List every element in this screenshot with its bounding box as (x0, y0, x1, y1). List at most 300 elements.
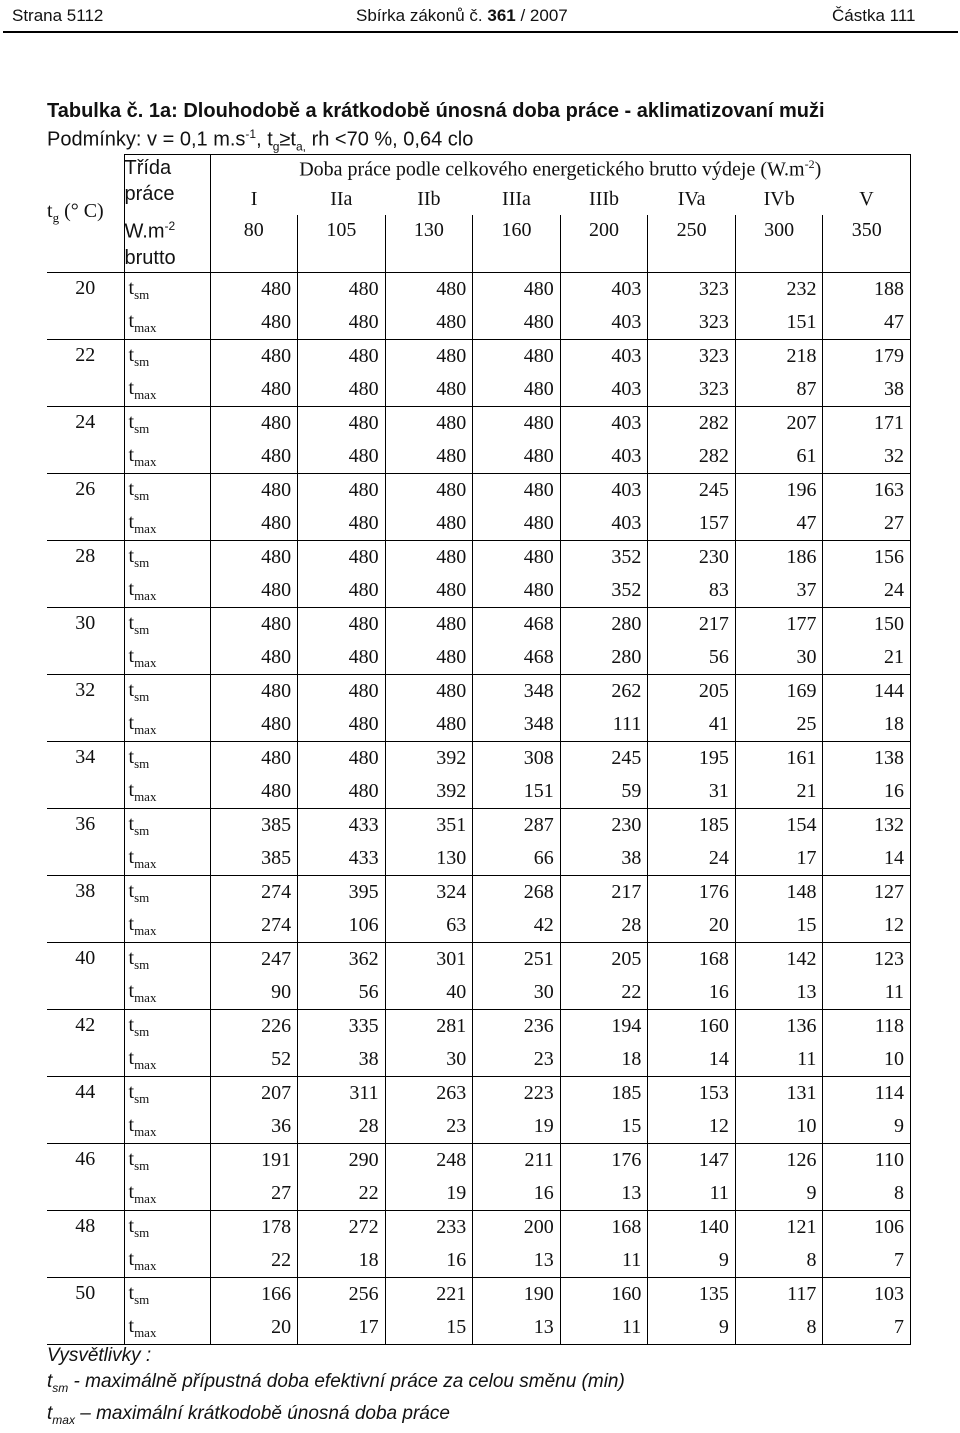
table-cell: 127 (823, 876, 911, 910)
table-cell: 403 (560, 507, 648, 541)
t-max-label: $t_{max}$ (124, 574, 210, 608)
table-cell: 230 (560, 809, 648, 843)
table-cell: 25 (735, 708, 823, 742)
table-cell: 480 (210, 641, 298, 675)
table-cell: 480 (385, 407, 473, 441)
table-cell: 480 (385, 340, 473, 374)
table-cell: 200 (473, 1211, 561, 1245)
tg-value: 24 (47, 407, 124, 474)
table-cell: 480 (385, 641, 473, 675)
tg-value: 30 (47, 608, 124, 675)
table-cell: 40 (385, 976, 473, 1010)
table-cell: 251 (473, 943, 561, 977)
table-cell: 8 (823, 1177, 911, 1211)
table-cell: 179 (823, 340, 911, 374)
table-cell: 20 (648, 909, 736, 943)
table-cell: 281 (385, 1010, 473, 1044)
class-header-cell: IIb (417, 188, 441, 210)
table-cell: 480 (210, 407, 298, 441)
table-cell: 480 (298, 775, 386, 809)
table-cell: 168 (648, 943, 736, 977)
table-row (47, 1110, 911, 1144)
table-cell: 10 (823, 1043, 911, 1077)
table-cell: 131 (735, 1077, 823, 1111)
table-cell: 403 (560, 440, 648, 474)
table-cell: 352 (560, 574, 648, 608)
table-cell: 14 (823, 842, 911, 876)
conditions-line: Podmínky: v = 0,1 $m.s^{-1}$, $t_g\ge t_{a,}$ rh <70 %, 0,64 clo (47, 127, 474, 154)
table-cell: 20 (210, 1311, 298, 1345)
table-cell: 468 (473, 608, 561, 642)
table-cell: 205 (560, 943, 648, 977)
table-cell: 148 (735, 876, 823, 910)
table-cell: 30 (735, 641, 823, 675)
table-cell: 480 (473, 541, 561, 575)
table-cell: 480 (210, 775, 298, 809)
table-cell: 16 (473, 1177, 561, 1211)
table-cell: 395 (298, 876, 386, 910)
table-cell: 151 (473, 775, 561, 809)
table-cell: 61 (735, 440, 823, 474)
table-cell: 480 (210, 273, 298, 307)
t-sm-label: $t_{sm}$ (124, 1077, 210, 1111)
table-cell: 27 (210, 1177, 298, 1211)
table-cell: 480 (473, 507, 561, 541)
table-cell: 351 (385, 809, 473, 843)
table-cell: 480 (473, 474, 561, 508)
table-cell: 480 (210, 574, 298, 608)
table-cell: 52 (210, 1043, 298, 1077)
table-cell: 287 (473, 809, 561, 843)
table-cell: 118 (823, 1010, 911, 1044)
tg-value: 36 (47, 809, 124, 876)
table-cell: 15 (385, 1311, 473, 1345)
table-cell: 480 (298, 708, 386, 742)
tg-header: $t_g$ (° C) (47, 155, 124, 273)
table-row (47, 1211, 911, 1245)
table-cell: 130 (385, 842, 473, 876)
watt-header-cell: 160 (473, 215, 561, 273)
table-cell: 480 (298, 306, 386, 340)
table-cell: 211 (473, 1144, 561, 1178)
table-cell: 11 (560, 1311, 648, 1345)
table-cell: 190 (473, 1278, 561, 1312)
table-cell: 403 (560, 306, 648, 340)
class-header-cell: IVa (677, 188, 706, 210)
tg-value: 20 (47, 273, 124, 340)
table-cell: 123 (823, 943, 911, 977)
table-cell: 151 (735, 306, 823, 340)
tg-value: 44 (47, 1077, 124, 1144)
table-cell: 480 (385, 440, 473, 474)
class-header-cell: IIIa (502, 188, 531, 210)
watt-header-cell: 300 (735, 215, 823, 273)
tg-value: 38 (47, 876, 124, 943)
table-cell: 31 (648, 775, 736, 809)
watt-header-cell: 105 (298, 215, 386, 273)
table-cell: 21 (735, 775, 823, 809)
t-sm-label: $t_{sm}$ (124, 809, 210, 843)
table-row (47, 541, 911, 575)
table-cell: 106 (823, 1211, 911, 1245)
table-cell: 188 (823, 273, 911, 307)
table-cell: 480 (210, 708, 298, 742)
table-cell: 19 (473, 1110, 561, 1144)
page-header (0, 0, 960, 32)
t-max-label: $t_{max}$ (124, 708, 210, 742)
table-cell: 22 (298, 1177, 386, 1211)
table-cell: 191 (210, 1144, 298, 1178)
table-row (47, 574, 911, 608)
table-cell: 468 (473, 641, 561, 675)
table-cell: 13 (735, 976, 823, 1010)
table-cell: 385 (210, 809, 298, 843)
table-row (47, 708, 911, 742)
table-row (47, 943, 911, 977)
table-cell: 274 (210, 876, 298, 910)
table-cell: 194 (560, 1010, 648, 1044)
table-cell: 160 (648, 1010, 736, 1044)
table-cell: 9 (735, 1177, 823, 1211)
table-cell: 18 (823, 708, 911, 742)
table-cell: 13 (560, 1177, 648, 1211)
table-cell: 23 (385, 1110, 473, 1144)
t-max-label: $t_{max}$ (124, 1177, 210, 1211)
t-sm-label: $t_{sm}$ (124, 1278, 210, 1312)
table-cell: 335 (298, 1010, 386, 1044)
table-cell: 480 (385, 474, 473, 508)
table-cell: 245 (560, 742, 648, 776)
table-row (47, 440, 911, 474)
table-cell: 480 (298, 273, 386, 307)
table-cell: 301 (385, 943, 473, 977)
table-cell: 480 (473, 440, 561, 474)
table-cell: 169 (735, 675, 823, 709)
table-cell: 163 (823, 474, 911, 508)
table-cell: 15 (560, 1110, 648, 1144)
table-cell: 32 (823, 440, 911, 474)
table-cell: 480 (210, 675, 298, 709)
table-cell: 177 (735, 608, 823, 642)
table-row (47, 1311, 911, 1345)
t-sm-label: $t_{sm}$ (124, 1211, 210, 1245)
table-cell: 233 (385, 1211, 473, 1245)
table-row (47, 641, 911, 675)
legend-heading: Vysvětlivky : (47, 1345, 152, 1366)
table-cell: 22 (210, 1244, 298, 1278)
table-cell: 308 (473, 742, 561, 776)
table-cell: 226 (210, 1010, 298, 1044)
table-cell: 480 (473, 407, 561, 441)
table-row (47, 1177, 911, 1211)
table-cell: 121 (735, 1211, 823, 1245)
class-header-cell: IVb (763, 188, 795, 210)
table-cell: 480 (210, 373, 298, 407)
table-cell: 480 (298, 373, 386, 407)
table-cell: 207 (735, 407, 823, 441)
table-cell: 8 (735, 1244, 823, 1278)
table-cell: 59 (560, 775, 648, 809)
table-row (47, 876, 911, 910)
t-max-label: $t_{max}$ (124, 1043, 210, 1077)
table-cell: 207 (210, 1077, 298, 1111)
table-cell: 480 (473, 340, 561, 374)
table-cell: 83 (648, 574, 736, 608)
table-cell: 185 (648, 809, 736, 843)
table-cell: 480 (385, 675, 473, 709)
t-max-label: $t_{max}$ (124, 440, 210, 474)
table-cell: 10 (735, 1110, 823, 1144)
table-cell: 28 (298, 1110, 386, 1144)
watt-header-cell: 80 (210, 215, 298, 273)
t-max-label: $t_{max}$ (124, 1311, 210, 1345)
table-cell: 117 (735, 1278, 823, 1312)
table-cell: 323 (648, 373, 736, 407)
table-cell: 14 (648, 1043, 736, 1077)
table-cell: 480 (385, 373, 473, 407)
table-cell: 27 (823, 507, 911, 541)
table-cell: 90 (210, 976, 298, 1010)
table-row (47, 608, 911, 642)
table-cell: 480 (210, 340, 298, 374)
table-cell: 23 (473, 1043, 561, 1077)
table-row (47, 1244, 911, 1278)
table-cell: 480 (210, 608, 298, 642)
table-row (47, 1077, 911, 1111)
collection-label: Sbírka zákonů č. 361 / 2007 (356, 6, 568, 25)
table-cell: 480 (473, 306, 561, 340)
table-cell: 132 (823, 809, 911, 843)
table-cell: 126 (735, 1144, 823, 1178)
table-cell: 171 (823, 407, 911, 441)
table-cell: 433 (298, 842, 386, 876)
table-cell: 186 (735, 541, 823, 575)
table-cell: 480 (210, 474, 298, 508)
table-cell: 392 (385, 775, 473, 809)
table-row (47, 675, 911, 709)
tg-value: 34 (47, 742, 124, 809)
table-row (47, 306, 911, 340)
table-cell: 195 (648, 742, 736, 776)
table-cell: 12 (648, 1110, 736, 1144)
table-cell: 30 (473, 976, 561, 1010)
table-cell: 166 (210, 1278, 298, 1312)
table-cell: 135 (648, 1278, 736, 1312)
table-cell: 154 (735, 809, 823, 843)
t-max-label: $t_{max}$ (124, 1110, 210, 1144)
t-sm-label: $t_{sm}$ (124, 273, 210, 307)
t-sm-label: $t_{sm}$ (124, 1144, 210, 1178)
t-max-label: $t_{max}$ (124, 976, 210, 1010)
table-cell: 38 (823, 373, 911, 407)
table-cell: 87 (735, 373, 823, 407)
table-cell: 47 (735, 507, 823, 541)
table-row (47, 1278, 911, 1312)
class-header-cell: IIa (330, 188, 353, 210)
table-cell: 17 (298, 1311, 386, 1345)
table-cell: 480 (298, 407, 386, 441)
table-cell: 111 (560, 708, 648, 742)
table-row (47, 809, 911, 843)
table-row (47, 1144, 911, 1178)
table-cell: 178 (210, 1211, 298, 1245)
tg-value: 46 (47, 1144, 124, 1211)
part-label: Částka 111 (832, 6, 916, 25)
work-time-table (47, 154, 911, 1345)
table-cell: 385 (210, 842, 298, 876)
table-cell: 160 (560, 1278, 648, 1312)
table-cell: 16 (385, 1244, 473, 1278)
t-sm-label: $t_{sm}$ (124, 541, 210, 575)
table-cell: 480 (298, 641, 386, 675)
table-cell: 8 (735, 1311, 823, 1345)
table-cell: 18 (560, 1043, 648, 1077)
tg-value: 48 (47, 1211, 124, 1278)
table-cell: 311 (298, 1077, 386, 1111)
table-cell: 161 (735, 742, 823, 776)
table-cell: 480 (210, 742, 298, 776)
t-sm-label: $t_{sm}$ (124, 608, 210, 642)
table-cell: 196 (735, 474, 823, 508)
table-cell: 348 (473, 675, 561, 709)
t-sm-label: $t_{sm}$ (124, 943, 210, 977)
table-row (47, 775, 911, 809)
table-cell: 403 (560, 474, 648, 508)
table-cell: 403 (560, 273, 648, 307)
table-cell: 142 (735, 943, 823, 977)
table-cell: 324 (385, 876, 473, 910)
table-cell: 168 (560, 1211, 648, 1245)
t-sm-label: $t_{sm}$ (124, 876, 210, 910)
table-cell: 9 (648, 1311, 736, 1345)
legend-max: $t_{max}$ – maximální krátkodobě únosná doba práce (47, 1402, 450, 1427)
table-cell: 403 (560, 340, 648, 374)
page-number: Strana 5112 (12, 6, 104, 25)
table-cell: 56 (648, 641, 736, 675)
table-row (47, 373, 911, 407)
table-cell: 480 (385, 608, 473, 642)
table-cell: 480 (298, 440, 386, 474)
table-row (47, 842, 911, 876)
table-cell: 217 (648, 608, 736, 642)
table-cell: 11 (735, 1043, 823, 1077)
table-cell: 480 (385, 507, 473, 541)
table-cell: 147 (648, 1144, 736, 1178)
class-header-cell: IIIb (589, 188, 620, 210)
tg-value: 28 (47, 541, 124, 608)
table-cell: 480 (385, 541, 473, 575)
table-cell: 136 (735, 1010, 823, 1044)
table-cell: 16 (823, 775, 911, 809)
table-title: Tabulka č. 1a: Dlouhodobě a krátkodobě únosná doba práce - aklimatizovaní muži (47, 100, 825, 122)
table-cell: 153 (648, 1077, 736, 1111)
t-max-label: $t_{max}$ (124, 507, 210, 541)
table-cell: 480 (385, 306, 473, 340)
table-cell: 480 (298, 340, 386, 374)
table-cell: 262 (560, 675, 648, 709)
table-cell: 18 (298, 1244, 386, 1278)
table-row (47, 1043, 911, 1077)
table-row (47, 742, 911, 776)
tg-value: 50 (47, 1278, 124, 1345)
table-cell: 480 (298, 742, 386, 776)
table-cell: 22 (560, 976, 648, 1010)
table-cell: 480 (210, 440, 298, 474)
table-cell: 272 (298, 1211, 386, 1245)
table-cell: 480 (385, 273, 473, 307)
table-cell: 323 (648, 273, 736, 307)
table-cell: 7 (823, 1244, 911, 1278)
watt-header-cell: 250 (648, 215, 736, 273)
table-cell: 11 (648, 1177, 736, 1211)
table-cell: 480 (298, 474, 386, 508)
t-sm-label: $t_{sm}$ (124, 340, 210, 374)
table-cell: 236 (473, 1010, 561, 1044)
table-cell: 103 (823, 1278, 911, 1312)
tg-value: 22 (47, 340, 124, 407)
t-max-label: $t_{max}$ (124, 306, 210, 340)
table-cell: 480 (210, 306, 298, 340)
table-cell: 348 (473, 708, 561, 742)
table-cell: 480 (298, 608, 386, 642)
table-cell: 280 (560, 641, 648, 675)
table-cell: 205 (648, 675, 736, 709)
table-cell: 256 (298, 1278, 386, 1312)
table-cell: 218 (735, 340, 823, 374)
table-row (47, 340, 911, 374)
legend-sm: $t_{sm}$ - maximálně přípustná doba efektivní práce za celou směnu (min) (47, 1371, 625, 1395)
table-cell: 114 (823, 1077, 911, 1111)
table-row (47, 976, 911, 1010)
legend (47, 1343, 625, 1433)
table-cell: 156 (823, 541, 911, 575)
table-cell: 38 (298, 1043, 386, 1077)
table-cell: 248 (385, 1144, 473, 1178)
table-row (47, 507, 911, 541)
table-cell: 176 (648, 876, 736, 910)
table-cell: 63 (385, 909, 473, 943)
watt-header-cell: 200 (560, 215, 648, 273)
table-cell: 176 (560, 1144, 648, 1178)
table-cell: 480 (473, 273, 561, 307)
table-cell: 480 (473, 373, 561, 407)
table-cell: 138 (823, 742, 911, 776)
table-cell: 392 (385, 742, 473, 776)
table-row (47, 909, 911, 943)
tg-value: 26 (47, 474, 124, 541)
t-max-label: $t_{max}$ (124, 1244, 210, 1278)
t-sm-label: $t_{sm}$ (124, 474, 210, 508)
table-cell: 41 (648, 708, 736, 742)
t-sm-label: $t_{sm}$ (124, 675, 210, 709)
table-cell: 223 (473, 1077, 561, 1111)
table-cell: 19 (385, 1177, 473, 1211)
watt-header-cell: 130 (385, 215, 473, 273)
table-cell: 56 (298, 976, 386, 1010)
watt-header-cell: 350 (823, 215, 911, 273)
table-row (47, 474, 911, 508)
table-cell: 13 (473, 1311, 561, 1345)
table-cell: 11 (823, 976, 911, 1010)
table-cell: 403 (560, 407, 648, 441)
energy-span-title: Doba práce podle celkového energetického brutto výdeje $(W.m^{-2})$ (210, 155, 911, 185)
table-cell: 106 (298, 909, 386, 943)
table-cell: 268 (473, 876, 561, 910)
table-cell: 221 (385, 1278, 473, 1312)
class-header: Třída práce $W.m^{-2}$ brutto (124, 155, 210, 273)
table-cell: 480 (298, 574, 386, 608)
table-row (47, 1010, 911, 1044)
